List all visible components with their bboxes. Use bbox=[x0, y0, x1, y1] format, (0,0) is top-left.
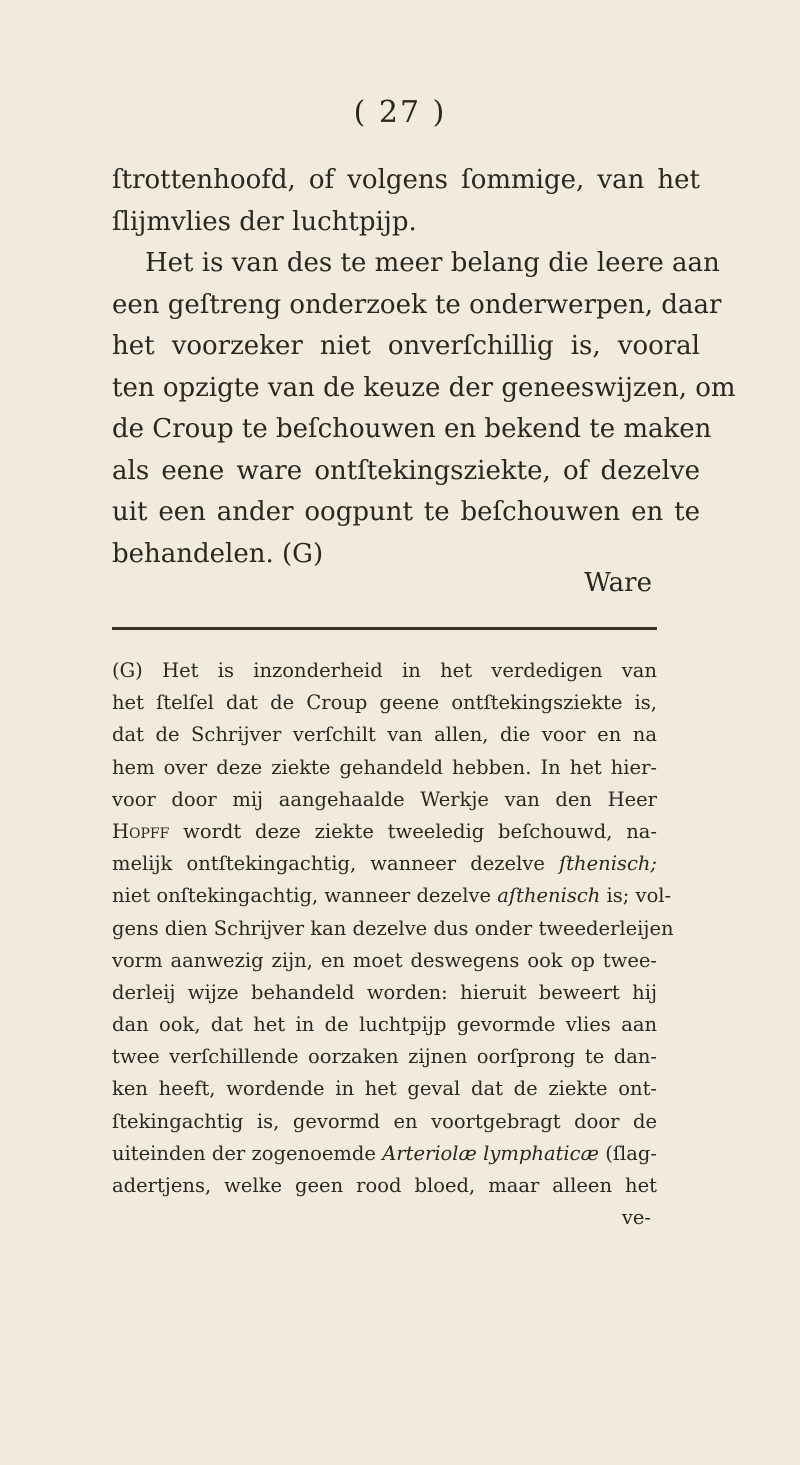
footnote-line: dan ook, dat het in de luchtpijp gevormde vlies aan bbox=[112, 1013, 657, 1037]
italic-term: Arteriolæ lymphaticæ bbox=[382, 1141, 599, 1165]
footnote-text: niet onſtekingachtig, wanneer dezelve bbox=[112, 884, 498, 908]
footnote-block bbox=[112, 655, 674, 1234]
footnote-line: hem over deze ziekte gehandeld hebben. In het hier- bbox=[112, 755, 657, 779]
footnote-line: (G) Het is inzonderheid in het verdedigen van bbox=[112, 659, 657, 682]
text-line: uit een ander oogpunt te beſchouwen en te bbox=[112, 497, 700, 527]
text-line: als eene ware ontſtekingsziekte, of dezelve bbox=[112, 455, 700, 486]
text-line: het voorzeker niet onverſchillig is, vooral bbox=[112, 331, 700, 361]
footnote-line: adertjens, welke geen rood bloed, maar alleen het bbox=[112, 1174, 657, 1197]
text-line: Het is van des te meer belang die leere aan bbox=[145, 248, 720, 278]
footnote-line bbox=[112, 1138, 657, 1170]
footnote-line: derleij wijze behandeld worden: hieruit beweert hij bbox=[112, 980, 657, 1004]
text-line: een geſtreng onderzoek te onderwerpen, daar bbox=[112, 289, 722, 320]
text-line: behandelen. (G) bbox=[112, 538, 324, 569]
footnote-line: twee verſchillende oorzaken zijnen oorſprong te dan- bbox=[112, 1045, 657, 1069]
author-name: Hopff bbox=[112, 819, 170, 843]
text-line: ſlijmvlies der luchtpijp. bbox=[112, 206, 417, 237]
footnote-line bbox=[112, 880, 672, 912]
text-line: ten opzigte van de keuze der geneeswijzen, om bbox=[112, 372, 736, 403]
main-text-block bbox=[112, 160, 736, 575]
footnote-line bbox=[112, 816, 657, 848]
text-line: de Croup te beſchouwen en bekend te maken bbox=[112, 414, 712, 444]
footnote-line: gens dien Schrijver kan dezelve dus onder tweederleijen bbox=[112, 916, 674, 940]
text-line: ſtrottenhoofd, of volgens ſommige, van het bbox=[112, 165, 700, 195]
catchword-footnote: ve- bbox=[621, 1206, 651, 1230]
italic-term: aſthenisch bbox=[497, 884, 601, 908]
footnote-text: uiteinden der zogenoemde bbox=[112, 1141, 383, 1165]
footnote-line: vorm aanwezig zijn, en moet deswegens ook op twee- bbox=[112, 948, 657, 972]
footnote-line: ſtekingachtig is, gevormd en voortgebragt door de bbox=[112, 1109, 657, 1133]
footnote-line: ken heeft, wordende in het geval dat de ziekte ont- bbox=[112, 1077, 657, 1101]
footnote-text: (ſlag- bbox=[598, 1141, 657, 1165]
italic-term: ſthenisch; bbox=[558, 852, 657, 876]
footnote-text: wordt deze ziekte tweeledig beſchouwd, na- bbox=[169, 819, 657, 843]
catchword-main: Ware bbox=[584, 568, 652, 598]
page-number-header: ( 27 ) bbox=[353, 95, 447, 130]
footnote-line bbox=[112, 848, 657, 880]
footnote-divider bbox=[112, 627, 657, 630]
footnote-line: het ſtelſel dat de Croup geene ontſtekingsziekte is, bbox=[112, 691, 657, 715]
footnote-text: melijk ontſtekingachtig, wanneer dezelve bbox=[112, 852, 559, 876]
footnote-line: dat de Schrijver verſchilt van allen, die voor en na bbox=[112, 723, 657, 747]
footnote-text: is; vol- bbox=[600, 884, 672, 908]
footnote-line: voor door mij aangehaalde Werkje van den Heer bbox=[112, 787, 657, 811]
